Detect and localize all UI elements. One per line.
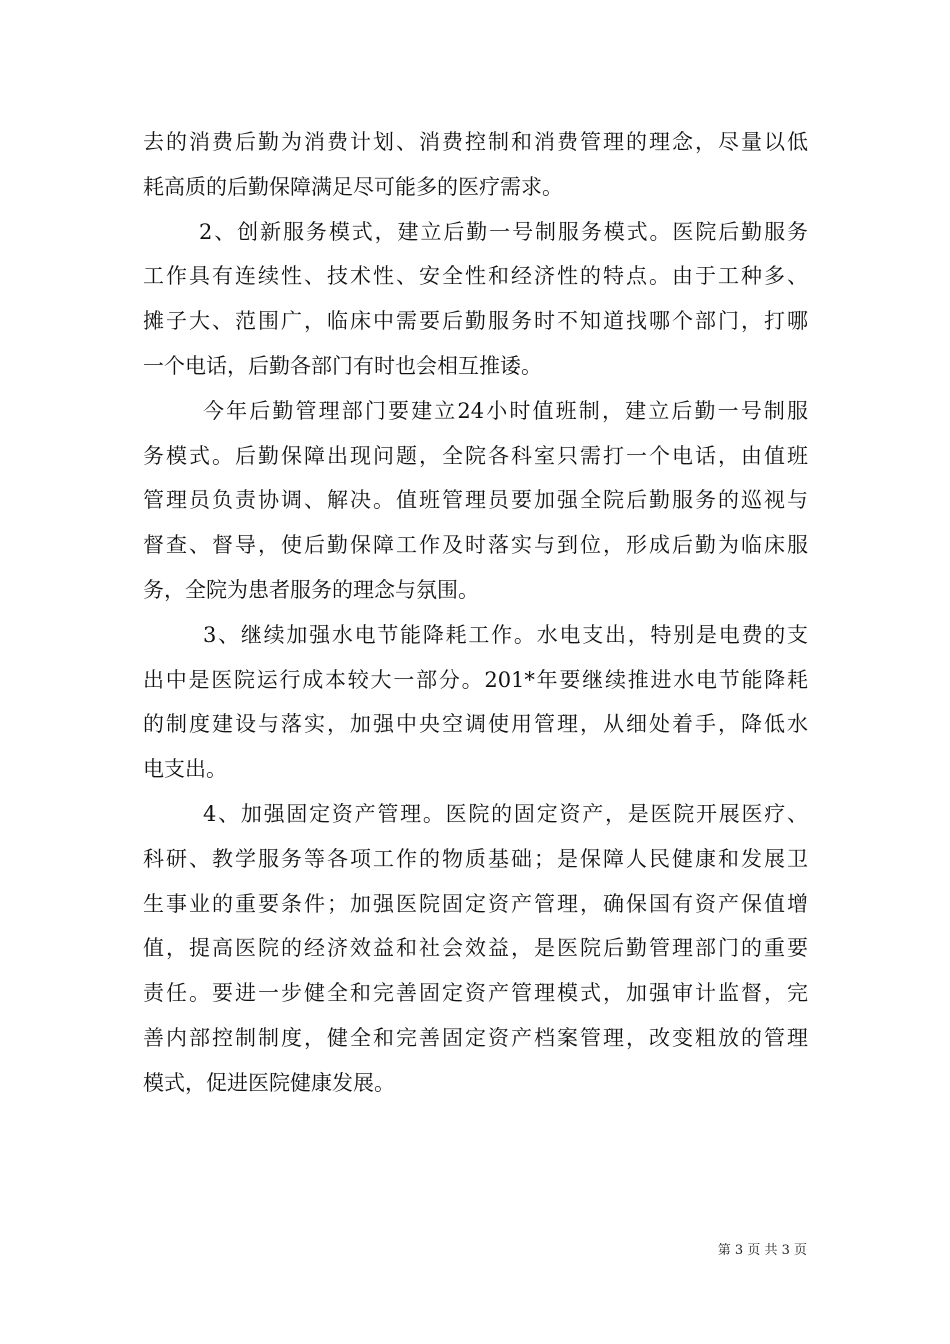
- text-line: 一个电话，后勤各部门有时也会相互推诿。: [143, 353, 542, 378]
- text-line: 务，全院为患者服务的理念与氛围。: [143, 577, 479, 602]
- text-line: 善内部控制制度，健全和完善固定资产档案管理，改变粗放的管理: [143, 1025, 808, 1050]
- text-line: 督查、督导，使后勤保障工作及时落实与到位，形成后勤为临床服: [143, 533, 808, 558]
- text-line: 2、创新服务模式，建立后勤一号制服务模式。医院后勤服务: [199, 219, 808, 244]
- text-line: 耗高质的后勤保障满足尽可能多的医疗需求。: [143, 174, 563, 199]
- text-line: 电支出。: [143, 757, 227, 782]
- page-number-footer: 第 3 页 共 3 页: [717, 1243, 807, 1258]
- text-line: 4、加强固定资产管理。医院的固定资产，是医院开展医疗、: [203, 801, 808, 826]
- text-line: 值，提高医院的经济效益和社会效益，是医院后勤管理部门的重要: [143, 936, 808, 961]
- text-line: 摊子大、范围广，临床中需要后勤服务时不知道找哪个部门，打哪: [143, 309, 808, 334]
- text-line: 管理员负责协调、解决。值班管理员要加强全院后勤服务的巡视与: [143, 488, 808, 513]
- text-line: 今年后勤管理部门要建立24小时值班制，建立后勤一号制服: [203, 398, 808, 423]
- text-line: 出中是医院运行成本较大一部分。201*年要继续推进水电节能降耗: [143, 667, 808, 692]
- text-line: 务模式。后勤保障出现问题，全院各科室只需打一个电话，由值班: [143, 443, 808, 468]
- text-line: 3、继续加强水电节能降耗工作。水电支出，特别是电费的支: [203, 622, 808, 647]
- text-line: 工作具有连续性、技术性、安全性和经济性的特点。由于工种多、: [143, 264, 808, 289]
- body-text: [143, 120, 808, 1106]
- text-line: 生事业的重要条件；加强医院固定资产管理，确保国有资产保值增: [143, 891, 808, 916]
- text-line: 责任。要进一步健全和完善固定资产管理模式，加强审计监督，完: [143, 981, 808, 1006]
- text-line: 去的消费后勤为消费计划、消费控制和消费管理的理念，尽量以低: [143, 130, 808, 154]
- text-line: 模式，促进医院健康发展。: [143, 1070, 395, 1095]
- text-line: 的制度建设与落实，加强中央空调使用管理，从细处着手，降低水: [143, 712, 808, 737]
- text-line: 科研、教学服务等各项工作的物质基础；是保障人民健康和发展卫: [143, 846, 808, 871]
